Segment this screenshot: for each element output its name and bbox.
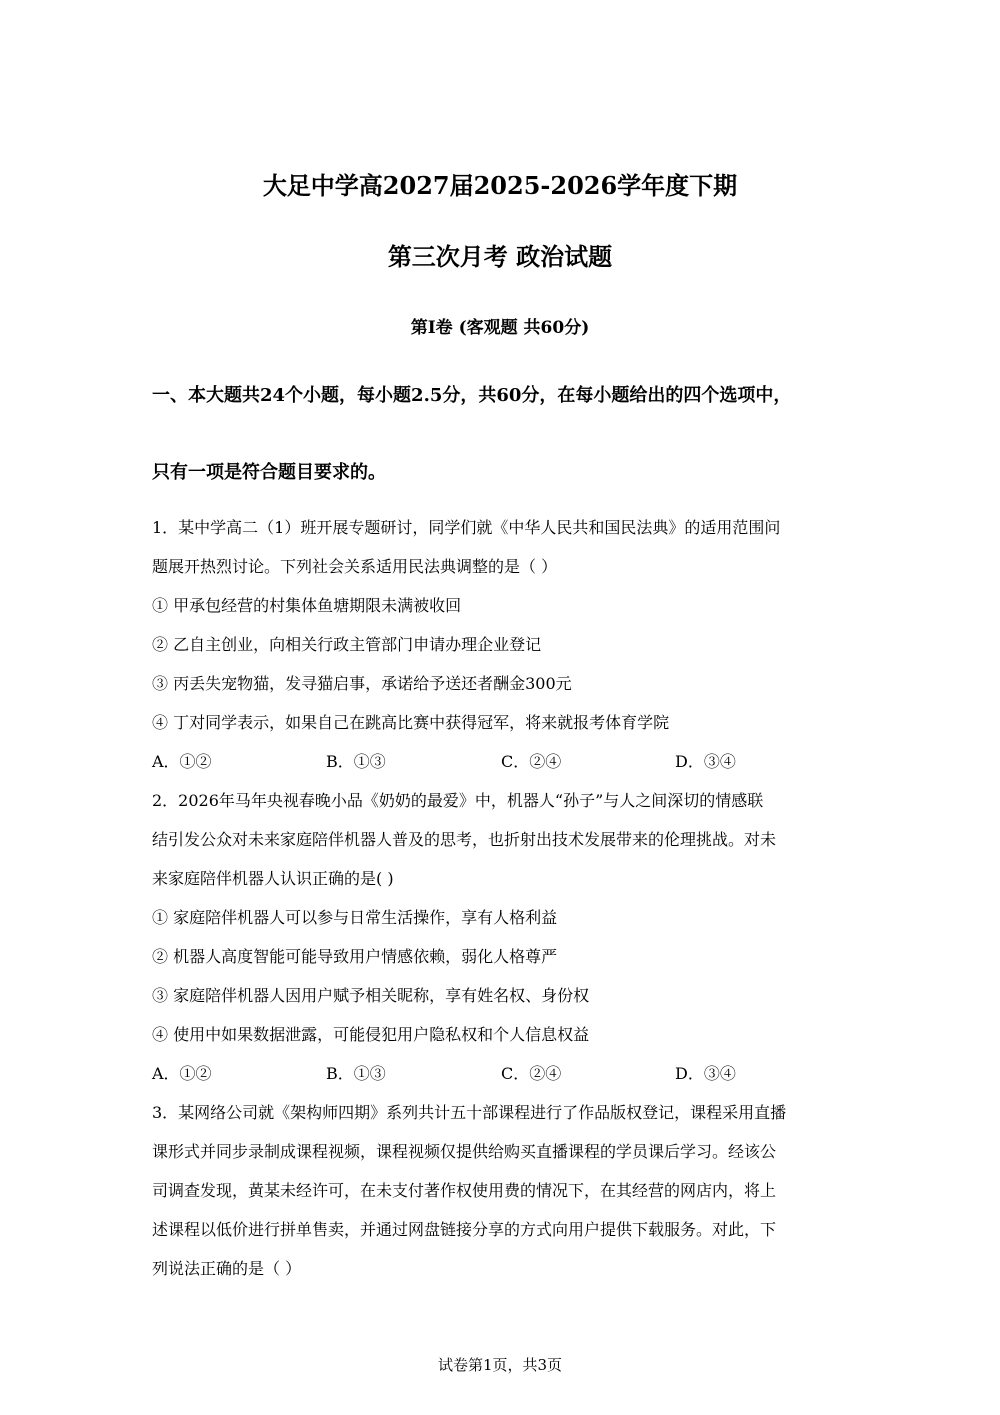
question-stem-line: 司调查发现，黄某未经许可，在未支付著作权使用费的情况下，在其经营的网店内，将上 [152, 1181, 777, 1200]
question-stem-line: 课形式并同步录制成课程视频，课程视频仅提供给购买直播课程的学员课后学习。经该公 [152, 1142, 777, 1161]
question-item: ① 家庭陪伴机器人可以参与日常生活操作，享有人格利益 [152, 908, 558, 927]
question-stem-line: 列说法正确的是（ ） [152, 1259, 302, 1278]
question-stem-line: 2．2026年马年央视春晚小品《奶奶的最爱》中，机器人“孙子”与人之间深切的情感联 [152, 791, 764, 810]
question-item: ④ 使用中如果数据泄露，可能侵犯用户隐私权和个人信息权益 [152, 1025, 590, 1044]
question-item: ④ 丁对同学表示，如果自己在跳高比赛中获得冠军，将来就报考体育学院 [152, 713, 670, 732]
choice-c: C．②④ [501, 752, 562, 771]
question-stem-line: 述课程以低价进行拼单售卖，并通过网盘链接分享的方式向用户提供下载服务。对此，下 [152, 1220, 777, 1239]
question-stem-line: 结引发公众对未来家庭陪伴机器人普及的思考，也折射出技术发展带来的伦理挑战。对未 [152, 830, 777, 849]
choice-d: D．③④ [675, 752, 736, 771]
question-item: ② 乙自主创业，向相关行政主管部门申请办理企业登记 [152, 635, 542, 654]
volume-label: 第I卷 (客观题 共60分) [410, 318, 590, 338]
question-stem-line: 题展开热烈讨论。下列社会关系适用民法典调整的是（ ） [152, 557, 558, 576]
question-item: ① 甲承包经营的村集体鱼塘期限未满被收回 [152, 596, 462, 615]
choice-a: A．①② [152, 752, 212, 771]
choice-b: B．①③ [326, 752, 386, 771]
choice-b: B．①③ [326, 1064, 386, 1083]
section-instruction-line-2: 只有一项是符合题目要求的。 [152, 462, 386, 483]
question-item: ③ 家庭陪伴机器人因用户赋予相关昵称，享有姓名权、身份权 [152, 986, 590, 1005]
question-stem-line: 3．某网络公司就《架构师四期》系列共计五十部课程进行了作品版权登记，课程采用直播 [152, 1103, 787, 1122]
question-item: ② 机器人高度智能可能导致用户情感依赖，弱化人格尊严 [152, 947, 558, 966]
exam-title: 大足中学高2027届2025-2026学年度下期 [262, 171, 738, 200]
question-stem-line: 来家庭陪伴机器人认识正确的是( ) [152, 869, 394, 888]
choice-d: D．③④ [675, 1064, 736, 1083]
exam-subtitle: 第三次月考 政治试题 [387, 242, 613, 271]
page-footer: 试卷第1页，共3页 [437, 1356, 563, 1374]
question-stem-line: 1．某中学高二（1）班开展专题研讨，同学们就《中华人民共和国民法典》的适用范围问 [152, 518, 781, 537]
choice-a: A．①② [152, 1064, 212, 1083]
section-instruction-line-1: 一、本大题共24个小题，每小题2.5分，共60分，在每小题给出的四个选项中， [152, 385, 792, 406]
question-item: ③ 丙丢失宠物猫，发寻猫启事，承诺给予送还者酬金300元 [152, 674, 572, 693]
choice-c: C．②④ [501, 1064, 562, 1083]
